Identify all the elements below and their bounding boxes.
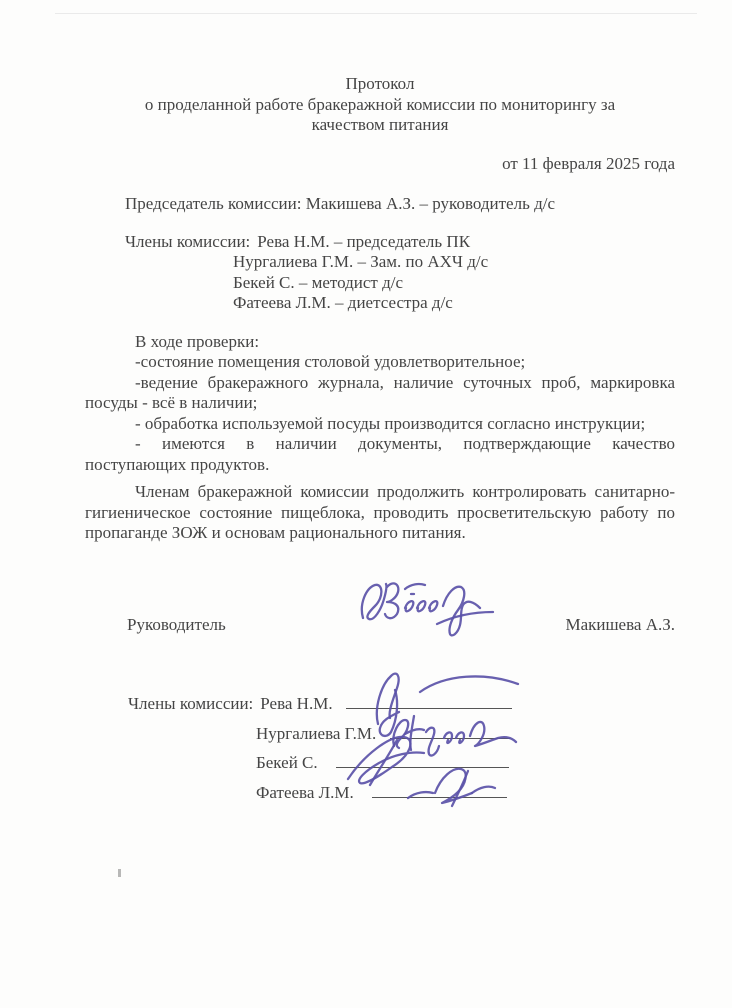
member-name: Фатеева Л.М.	[256, 782, 354, 802]
signature-line	[390, 725, 510, 739]
member-entry: Бекей С. – методист д/с	[233, 272, 404, 292]
document-title	[85, 74, 675, 136]
members-label: Члены комиссии:	[128, 694, 254, 713]
signature-line	[372, 784, 507, 798]
members-list	[85, 232, 675, 314]
member-entry: Рева Н.М. – председатель ПК	[257, 231, 471, 251]
inspection-heading: В ходе проверки:	[135, 331, 260, 351]
member-entry: Нургалиева Г.М. – Зам. по АХЧ д/с	[233, 252, 489, 271]
member-name: Рева Н.М.	[260, 694, 333, 713]
title-line-1: Протокол	[345, 74, 415, 93]
signature-line	[336, 754, 509, 768]
signature-row	[256, 753, 512, 783]
signature-row	[256, 783, 512, 813]
finding-item: -состояние помещения столовой удовлетворительное;	[135, 352, 526, 371]
signature-line	[346, 695, 512, 709]
signature-row	[128, 694, 512, 724]
member-name: Нургалиева Г.М.	[256, 723, 377, 743]
resolution-paragraph: Членам бракеражной комиссии продолжить контролировать санитарно-гигиеническое состояние пищеблока, проводить просветительскую работу по пропаганде ЗОЖ и основам рационального питания.	[85, 482, 675, 542]
title-line-3: качеством питания	[311, 115, 449, 134]
members-signature-block	[85, 694, 512, 812]
members-label: Члены комиссии:	[125, 231, 251, 251]
chairman-line: Председатель комиссии: Макишева А.З. – руководитель д/с	[125, 194, 555, 213]
members-list-row	[125, 232, 675, 253]
scan-artifact-line	[55, 13, 697, 14]
date-line: от 11 февраля 2025 года	[502, 153, 675, 173]
head-label: Руководитель	[127, 615, 226, 634]
signature-row	[256, 724, 512, 754]
member-entry: Фатеева Л.М. – диетсестра д/с	[233, 293, 453, 312]
scan-artifact-dot	[118, 869, 121, 877]
finding-item: -ведение бракеражного журнала, наличие суточных проб, маркировка посуды - всё в наличии;	[85, 372, 675, 412]
member-name: Бекей С.	[256, 753, 318, 773]
finding-item: - имеются в наличии документы, подтверждающие качество поступающих продуктов.	[85, 434, 675, 474]
head-name: Макишева А.З.	[565, 615, 675, 634]
title-line-2: о проделанной работе бракеражной комиссии по мониторингу за	[144, 94, 616, 114]
finding-item: - обработка используемой посуды производится согласно инструкции;	[135, 413, 646, 433]
head-signature-row	[85, 615, 675, 636]
